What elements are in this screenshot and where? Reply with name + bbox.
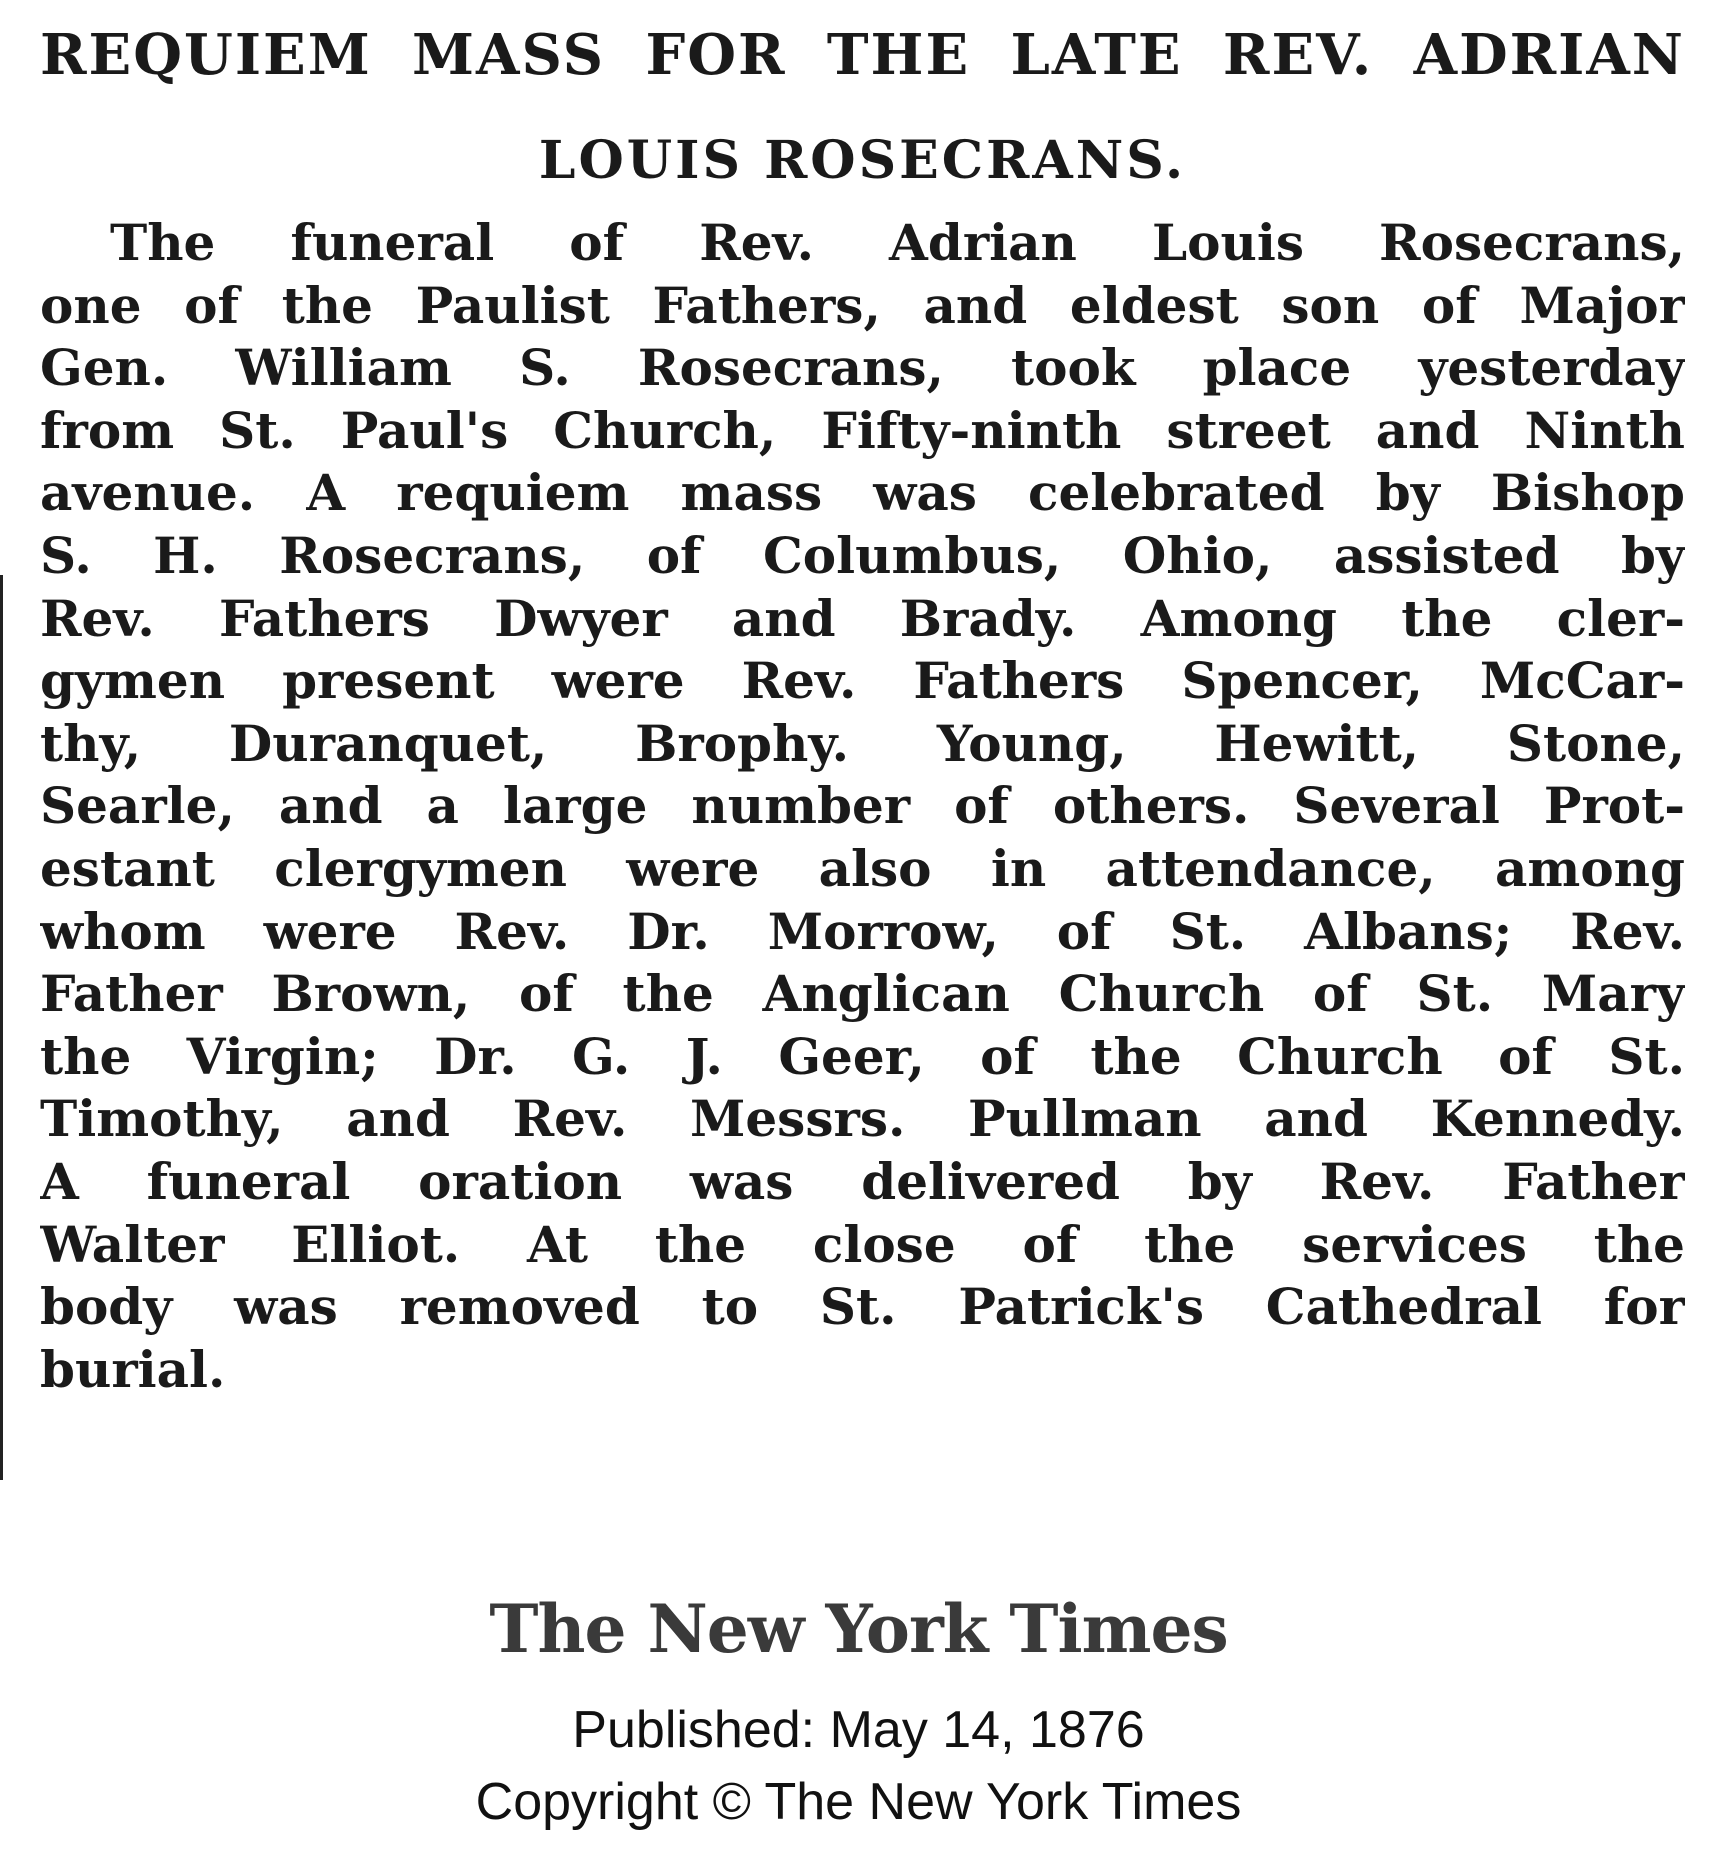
headline-line-1: REQUIEM MASS FOR THE LATE REV. ADRIAN: [40, 22, 1685, 88]
column-rule: [0, 575, 3, 1480]
body-line: A funeral oration was delivered by Rev. Father: [40, 1151, 1685, 1211]
body-line: S. H. Rosecrans, of Columbus, Ohio, assisted by: [40, 525, 1685, 585]
copyright-notice: Copyright © The New York Times: [475, 1773, 1242, 1831]
body-line: one of the Paulist Fathers, and eldest son of Major: [40, 275, 1685, 335]
body-line: burial.: [40, 1339, 226, 1399]
body-line: avenue. A requiem mass was celebrated by Bishop: [40, 463, 1685, 523]
body-line: Timothy, and Rev. Messrs. Pullman and Kennedy.: [40, 1089, 1685, 1149]
headline-line-2: LOUIS ROSECRANS.: [538, 130, 1187, 191]
body-line: Father Brown, of the Anglican Church of St. Mary: [40, 964, 1685, 1024]
body-line: whom were Rev. Dr. Morrow, of St. Albans; Rev.: [40, 901, 1685, 961]
body-line: Searle, and a large number of others. Several Prot-: [40, 776, 1685, 836]
body-line: Gen. William S. Rosecrans, took place yesterday: [40, 338, 1685, 398]
body-line: The funeral of Rev. Adrian Louis Rosecrans,: [110, 213, 1685, 272]
body-line: Walter Elliot. At the close of the services the: [40, 1214, 1685, 1274]
nyt-masthead-logo: The New York Times: [489, 1590, 1228, 1668]
body-line: estant clergymen were also in attendance, among: [40, 838, 1685, 898]
body-line: Rev. Fathers Dwyer and Brady. Among the cler-: [40, 588, 1685, 648]
body-line: body was removed to St. Patrick's Cathedral for: [40, 1277, 1685, 1337]
body-line: thy, Duranquet, Brophy. Young, Hewitt, Stone,: [40, 713, 1685, 773]
published-date: Published: May 14, 1876: [572, 1701, 1145, 1759]
body-line: from St. Paul's Church, Fifty-ninth street and Ninth: [40, 400, 1685, 460]
article-body: [40, 212, 1685, 1401]
body-line: the Virgin; Dr. G. J. Geer, of the Church of St.: [40, 1026, 1685, 1086]
body-line: gymen present were Rev. Fathers Spencer, McCar-: [40, 651, 1685, 711]
